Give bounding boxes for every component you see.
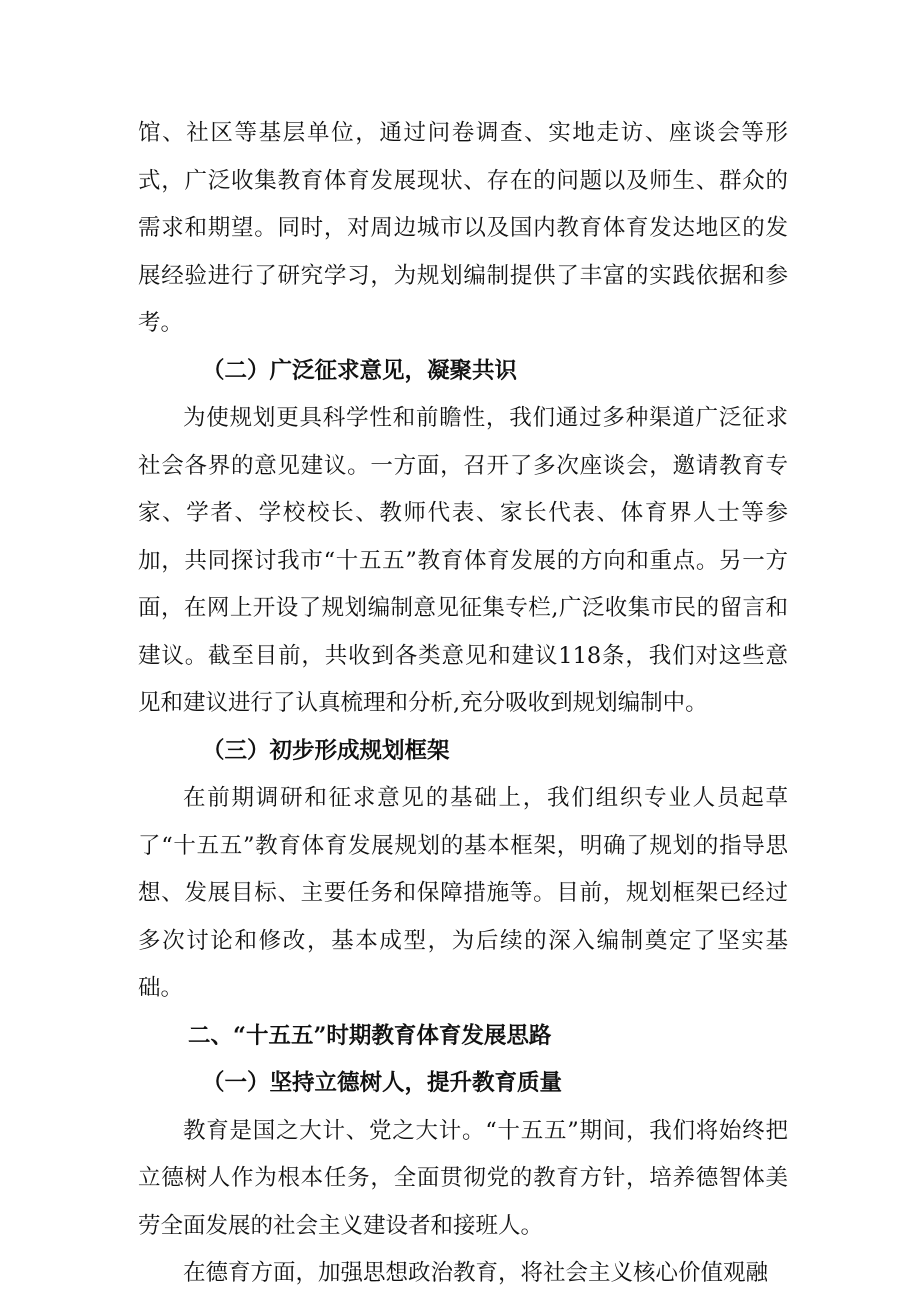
section-subheading: （二）广泛征求意见，凝聚共识 xyxy=(202,357,518,384)
body-paragraph: 馆、社区等基层单位，通过问卷调查、实地走访、座谈会等形式，广泛收集教育体育发展现状、存在的问题以及师生、群众的需求和期望。同时，对周边城市以及国内教育体育发达地区的发展经验进行了研究学习，为规划编制提供了丰富的实践依据和参考。 xyxy=(138,120,788,336)
body-paragraph: 为使规划更具科学性和前瞻性，我们通过多种渠道广泛征求社会各界的意见建议。一方面，召开了多次座谈会，邀请教育专家、学者、学校校长、教师代表、家长代表、体育界人士等参加，共同探讨我市“十五五”教育体育发展的方向和重点。另一方面，在网上开设了规划编制意见征集专栏,广泛收集市民的留言和建议。截至目前，共收到各类意见和建议118条，我们对这些意见和建议进行了认真梳理和分析,充分吸收到规划编制中。 xyxy=(138,405,788,716)
section-heading: 二、“十五五”时期教育体育发展思路 xyxy=(188,1022,552,1049)
section-subheading: （一）坚持立德树人，提升教育质量 xyxy=(202,1070,563,1096)
body-paragraph: 在前期调研和征求意见的基础上，我们组织专业人员起草了“十五五”教育体育发展规划的基本框架，明确了规划的指导思想、发展目标、主要任务和保障措施等。目前，规划框架已经过多次讨论和修改，基本成型，为后续的深入编制奠定了坚实基础。 xyxy=(138,785,788,1001)
body-paragraph: 教育是国之大计、党之大计。“十五五”期间，我们将始终把立德树人作为根本任务，全面贯彻党的教育方针，培养德智体美劳全面发展的社会主义建设者和接班人。 xyxy=(138,1117,788,1239)
body-paragraph: 在德育方面，加强思想政治教育，将社会主义核心价值观融 xyxy=(183,1260,769,1286)
document-body xyxy=(138,110,788,1298)
section-subheading: （三）初步形成规划框架 xyxy=(202,737,450,764)
